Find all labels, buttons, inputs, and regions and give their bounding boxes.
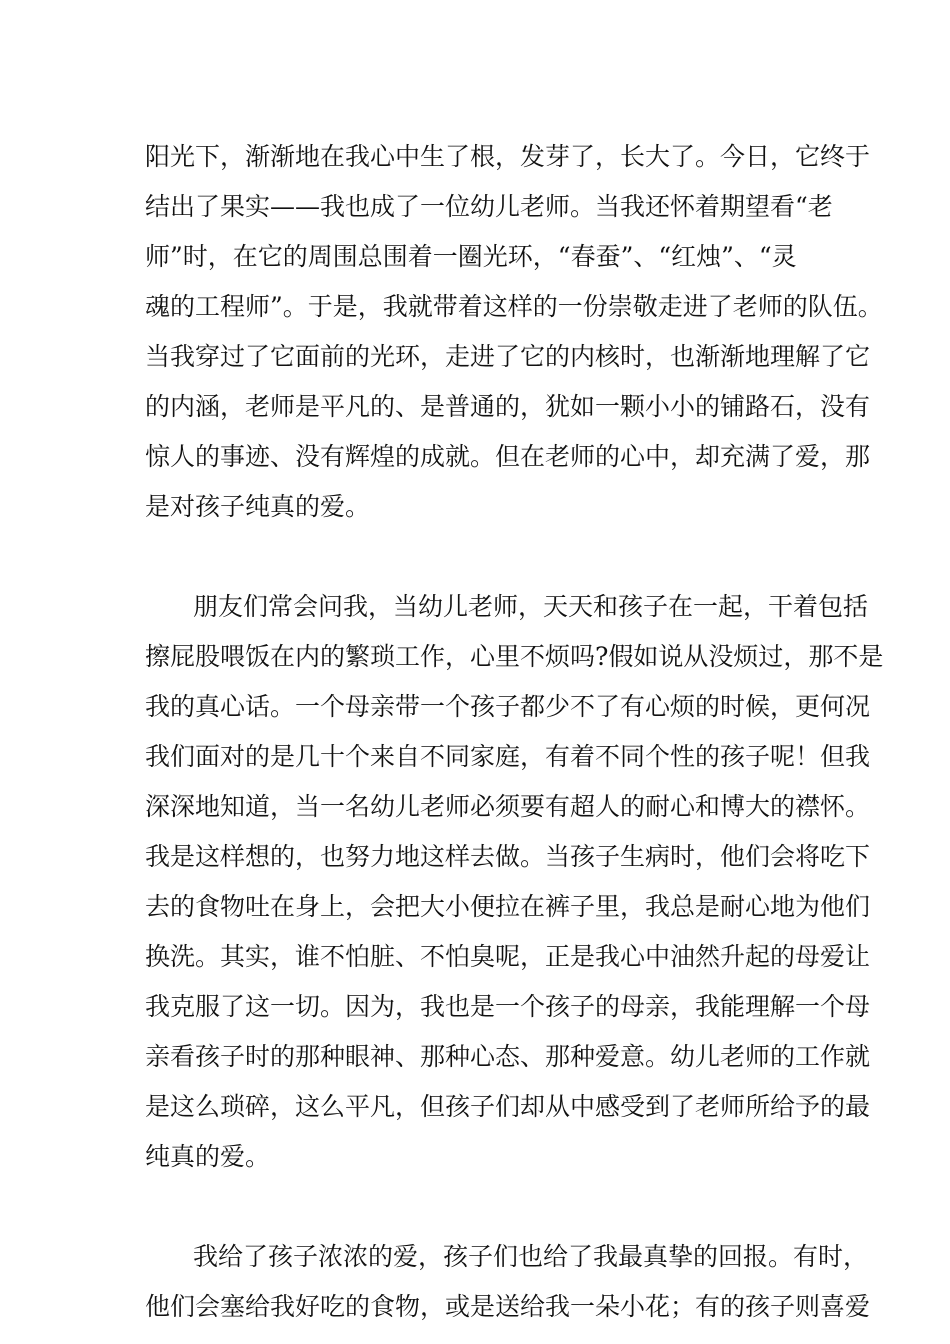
text-line: 是这么琐碎，这么平凡，但孩子们却从中感受到了老师所给予的最: [145, 1092, 871, 1121]
text-line: 惊人的事迹、没有辉煌的成就。但在老师的心中，却充满了爱，那: [145, 442, 871, 471]
paragraph-2: [145, 582, 884, 1182]
text-line: 是对孩子纯真的爱。: [145, 492, 371, 521]
body-text: [145, 132, 884, 1332]
text-line: 我是这样想的，也努力地这样去做。当孩子生病时，他们会将吃下: [145, 842, 871, 871]
text-line: 结出了果实——我也成了一位幼儿老师。当我还怀着期望看“老: [145, 192, 833, 221]
text-line: 阳光下，渐渐地在我心中生了根，发芽了，长大了。今日，它终于: [145, 142, 871, 171]
text-line: 魂的工程师”。于是，我就带着这样的一份崇敬走进了老师的队伍。: [145, 292, 883, 321]
text-line: 我给了孩子浓浓的爱，孩子们也给了我最真挚的回报。有时，: [193, 1242, 869, 1271]
text-line: 我克服了这一切。因为，我也是一个孩子的母亲，我能理解一个母: [145, 992, 871, 1021]
paragraph-spacing: [145, 532, 825, 582]
text-line: 的内涵，老师是平凡的、是普通的，犹如一颗小小的铺路石，没有: [145, 392, 871, 421]
text-line: 擦屁股喂饭在内的繁琐工作，心里不烦吗?假如说从没烦过，那不是: [145, 642, 884, 671]
text-line: 换洗。其实，谁不怕脏、不怕臭呢，正是我心中油然升起的母爱让: [145, 942, 871, 971]
text-line: 纯真的爱。: [145, 1142, 271, 1171]
paragraph-3: [145, 1232, 871, 1332]
text-line: 我的真心话。一个母亲带一个孩子都少不了有心烦的时候，更何况: [145, 692, 871, 721]
text-line: 我们面对的是几十个来自不同家庭，有着不同个性的孩子呢！但我: [145, 742, 871, 771]
paragraph-1: [145, 132, 883, 532]
paragraph-spacing: [145, 1182, 825, 1232]
text-line: 深深地知道，当一名幼儿老师必须要有超人的耐心和博大的襟怀。: [145, 792, 871, 821]
text-line: 师”时，在它的周围总围着一圈光环，“春蚕”、“红烛”、“灵: [145, 242, 797, 271]
text-line: 他们会塞给我好吃的食物，或是送给我一朵小花；有的孩子则喜爱: [145, 1292, 871, 1321]
text-line: 当我穿过了它面前的光环，走进了它的内核时，也渐渐地理解了它: [145, 342, 871, 371]
text-line: 亲看孩子时的那种眼神、那种心态、那种爱意。幼儿老师的工作就: [145, 1042, 871, 1071]
text-line: 朋友们常会问我，当幼儿老师，天天和孩子在一起，干着包括: [193, 592, 869, 621]
text-line: 去的食物吐在身上，会把大小便拉在裤子里，我总是耐心地为他们: [145, 892, 871, 921]
